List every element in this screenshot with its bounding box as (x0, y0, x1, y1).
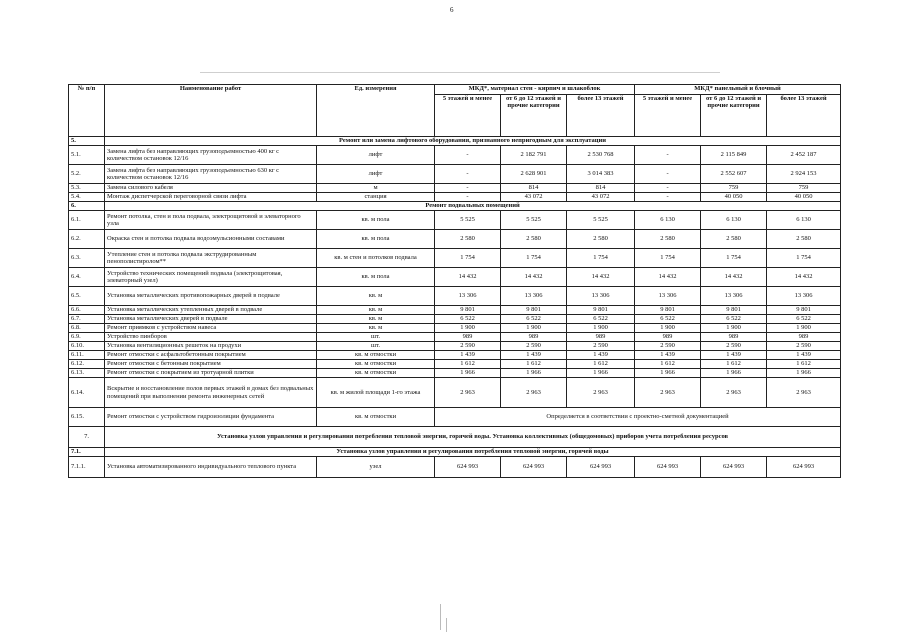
row-value: 989 (435, 333, 501, 342)
row-value: 43 072 (501, 193, 567, 202)
row-unit: кв. м пола (317, 230, 435, 249)
row-value: 6 522 (567, 315, 635, 324)
row-unit: лифт (317, 165, 435, 184)
row-value: 989 (567, 333, 635, 342)
subheader-col: более 13 этажей (767, 95, 841, 137)
scan-artifact-line (440, 604, 441, 630)
section-title: Ремонт или замена лифтового оборудования, признанного непригодным для эксплуатации (105, 137, 841, 146)
row-value: 759 (767, 184, 841, 193)
table-row (69, 230, 841, 249)
row-name: Ремонт отмостки с устройством гидроизоляции фундамента (105, 408, 317, 427)
row-value: 1 754 (501, 249, 567, 268)
row-name: Окраска стен и потолка подвала водоэмульсионными составами (105, 230, 317, 249)
row-number: 7.1.1. (69, 457, 105, 478)
section-number: 7.1. (69, 448, 105, 457)
row-number: 6.3. (69, 249, 105, 268)
subheader-col: 5 этажей и менее (635, 95, 701, 137)
table-row (69, 146, 841, 165)
row-value: 624 993 (435, 457, 501, 478)
scan-artifact-line (446, 618, 447, 632)
row-value: 3 014 383 (567, 165, 635, 184)
row-value: 14 432 (501, 268, 567, 287)
row-number: 6.4. (69, 268, 105, 287)
table-row (69, 315, 841, 324)
row-value: 5 525 (435, 211, 501, 230)
table-row (69, 184, 841, 193)
table-row (69, 211, 841, 230)
row-unit: м (317, 184, 435, 193)
section-title: Установка узлов управления и регулирования потребления тепловой энергии, горячей воды (105, 448, 841, 457)
row-value: 1 966 (767, 369, 841, 378)
row-value: - (635, 184, 701, 193)
row-value: - (635, 146, 701, 165)
table-row (69, 342, 841, 351)
row-value: 1 612 (435, 360, 501, 369)
row-name: Утепление стен и потолка подвала экструдированным пенополистиролом** (105, 249, 317, 268)
row-number: 5.1. (69, 146, 105, 165)
row-value: 1 439 (701, 351, 767, 360)
row-number: 6.2. (69, 230, 105, 249)
row-value: 2 590 (767, 342, 841, 351)
row-value: 6 522 (501, 315, 567, 324)
row-value: - (435, 165, 501, 184)
table-row (69, 324, 841, 333)
row-number: 6.6. (69, 306, 105, 315)
row-value: 6 130 (701, 211, 767, 230)
row-value: 624 993 (635, 457, 701, 478)
row-value: 2 580 (767, 230, 841, 249)
row-number: 5.3. (69, 184, 105, 193)
row-value: 1 612 (767, 360, 841, 369)
row-name: Установка автоматизированного индивидуального теплового пункта (105, 457, 317, 478)
row-value: 6 522 (701, 315, 767, 324)
row-name: Ремонт потолка, стен и пола подвала, электрощитовой и элеваторного узла (105, 211, 317, 230)
table-row (69, 249, 841, 268)
row-value: 1 900 (767, 324, 841, 333)
table-row (69, 333, 841, 342)
row-value: 5 525 (567, 211, 635, 230)
table-row (69, 351, 841, 360)
row-unit: шт. (317, 342, 435, 351)
table-row (69, 268, 841, 287)
row-value: 2 580 (701, 230, 767, 249)
row-value: 2 590 (567, 342, 635, 351)
row-unit: лифт (317, 146, 435, 165)
row-value: 624 993 (701, 457, 767, 478)
row-value: 814 (567, 184, 635, 193)
table-row (69, 378, 841, 408)
row-value: - (435, 193, 501, 202)
header-num: № п/п (69, 85, 105, 137)
row-value: 1 966 (501, 369, 567, 378)
table-row (69, 360, 841, 369)
row-number: 6.15. (69, 408, 105, 427)
row-value: 1 966 (635, 369, 701, 378)
header-group-panel: МКД* панельный и блочный (635, 85, 841, 95)
row-unit: кв. м (317, 306, 435, 315)
row-value: 1 754 (567, 249, 635, 268)
row-value: - (435, 146, 501, 165)
row-value: 1 439 (501, 351, 567, 360)
header-unit: Ед. измерения (317, 85, 435, 137)
row-value: 13 306 (567, 287, 635, 306)
row-name: Замена лифта без направляющих грузоподъемностью 400 кг с количеством остановок 12/16 (105, 146, 317, 165)
row-name: Установка вентиляционных решеток на продухи (105, 342, 317, 351)
header-group-brick: МКД*, материал стен - кирпич и шлакоблок (435, 85, 635, 95)
row-number: 6.5. (69, 287, 105, 306)
row-name: Установка металлических противопожарных дверей в подвале (105, 287, 317, 306)
section-title: Ремонт подвальных помещений (105, 202, 841, 211)
row-unit: кв. м пола (317, 211, 435, 230)
section-number: 5. (69, 137, 105, 146)
row-value: 6 522 (435, 315, 501, 324)
row-value: 2 590 (635, 342, 701, 351)
row-value: 14 432 (567, 268, 635, 287)
row-value: 759 (701, 184, 767, 193)
row-value: 14 432 (435, 268, 501, 287)
row-name: Установка металлических дверей в подвале (105, 315, 317, 324)
row-value: 6 130 (767, 211, 841, 230)
row-value: 5 525 (501, 211, 567, 230)
row-value: 1 612 (635, 360, 701, 369)
row-value: 989 (501, 333, 567, 342)
section-number: 6. (69, 202, 105, 211)
row-value: 1 439 (767, 351, 841, 360)
row-unit: кв. м (317, 324, 435, 333)
row-number: 6.7. (69, 315, 105, 324)
row-value: 2 452 187 (767, 146, 841, 165)
row-number: 6.12. (69, 360, 105, 369)
row-value: 624 993 (501, 457, 567, 478)
row-unit: кв. м (317, 287, 435, 306)
row-value: 2 924 153 (767, 165, 841, 184)
row-unit: кв. м пола (317, 268, 435, 287)
row-value: 1 754 (767, 249, 841, 268)
table-row (69, 369, 841, 378)
row-value: 2 590 (435, 342, 501, 351)
row-value: 1 900 (635, 324, 701, 333)
row-value: 1 612 (501, 360, 567, 369)
subheader-col: от 6 до 12 этажей и прочие категории (501, 95, 567, 137)
row-value: 2 580 (567, 230, 635, 249)
table-row (69, 457, 841, 478)
row-value: 1 754 (435, 249, 501, 268)
row-value: 1 900 (701, 324, 767, 333)
row-value: 1 754 (635, 249, 701, 268)
row-value: 624 993 (767, 457, 841, 478)
row-value: 624 993 (567, 457, 635, 478)
row-unit: кв. м отмостки (317, 351, 435, 360)
row-value: 14 432 (701, 268, 767, 287)
row-number: 5.2. (69, 165, 105, 184)
row-value: 2 580 (501, 230, 567, 249)
row-value: 814 (501, 184, 567, 193)
row-unit: кв. м (317, 315, 435, 324)
row-name: Вскрытие и восстановление полов первых этажей в домах без подвальных помещений при выполнении ремонта инженерных сетей (105, 378, 317, 408)
row-value: 1 439 (635, 351, 701, 360)
header-name: Наименование работ (105, 85, 317, 137)
subheader-col: от 6 до 12 этажей и прочие категории (701, 95, 767, 137)
row-value: 989 (635, 333, 701, 342)
row-value: 43 072 (567, 193, 635, 202)
row-unit: кв. м жилой площади 1-го этажа (317, 378, 435, 408)
row-value: 13 306 (635, 287, 701, 306)
row-value: - (635, 165, 701, 184)
row-value: 1 900 (567, 324, 635, 333)
row-value: 6 522 (635, 315, 701, 324)
row-name: Устройство пинборов (105, 333, 317, 342)
row-value: 1 754 (701, 249, 767, 268)
row-value: 9 801 (567, 306, 635, 315)
table-row (69, 287, 841, 306)
row-value: 989 (701, 333, 767, 342)
row-value: 2 530 768 (567, 146, 635, 165)
row-value: 2 580 (635, 230, 701, 249)
row-value: 1 612 (567, 360, 635, 369)
table-row (69, 306, 841, 315)
row-unit: кв. м отмостки (317, 369, 435, 378)
row-number: 6.10. (69, 342, 105, 351)
row-value: - (435, 184, 501, 193)
row-value: 14 432 (767, 268, 841, 287)
row-value: 9 801 (435, 306, 501, 315)
row-number: 6.14. (69, 378, 105, 408)
row-unit: кв. м отмостки (317, 408, 435, 427)
row-value: 2 963 (435, 378, 501, 408)
row-value: 2 963 (567, 378, 635, 408)
table-row (69, 165, 841, 184)
row-value: 2 590 (701, 342, 767, 351)
row-value: 9 801 (635, 306, 701, 315)
row-value: 1 439 (435, 351, 501, 360)
row-value: 1 966 (701, 369, 767, 378)
row-number: 5.4. (69, 193, 105, 202)
row-value: 1 439 (567, 351, 635, 360)
row-value: 13 306 (767, 287, 841, 306)
scan-shadow-line (200, 72, 720, 73)
row-value: 989 (767, 333, 841, 342)
row-value: 1 966 (567, 369, 635, 378)
row-unit: шт. (317, 333, 435, 342)
row-value: 13 306 (435, 287, 501, 306)
subheader-col: более 13 этажей (567, 95, 635, 137)
row-value: 6 130 (635, 211, 701, 230)
subheader-col: 5 этажей и менее (435, 95, 501, 137)
row-value: 1 612 (701, 360, 767, 369)
row-value: - (635, 193, 701, 202)
row-value: 9 801 (767, 306, 841, 315)
row-number: 6.9. (69, 333, 105, 342)
row-name: Ремонт отмостки с бетонным покрытием (105, 360, 317, 369)
row-number: 6.1. (69, 211, 105, 230)
row-name: Ремонт отмостки с асфальтобетонным покрытием (105, 351, 317, 360)
row-value: 2 552 607 (701, 165, 767, 184)
row-name: Монтаж диспетчерской переговорной связи лифта (105, 193, 317, 202)
row-number: 6.8. (69, 324, 105, 333)
row-value: 6 522 (767, 315, 841, 324)
merged-note: Определяется в соответствии с проектно-сметной документацией (435, 408, 841, 427)
row-value: 40 050 (767, 193, 841, 202)
row-value: 9 801 (501, 306, 567, 315)
row-value: 13 306 (701, 287, 767, 306)
row-value: 9 801 (701, 306, 767, 315)
row-name: Замена силового кабеля (105, 184, 317, 193)
price-table (68, 84, 841, 478)
row-unit: узел (317, 457, 435, 478)
row-name: Замена лифта без направляющих грузоподъемностью 630 кг с количеством остановок 12/16 (105, 165, 317, 184)
row-value: 2 590 (501, 342, 567, 351)
row-value: 2 963 (701, 378, 767, 408)
section-title: Установка узлов управления и регулирования потребления тепловой энергии, горячей воды. Установка коллективных (общедомовых) приборов учета потребления ресурсов (105, 427, 841, 448)
row-value: 2 963 (501, 378, 567, 408)
row-value: 14 432 (635, 268, 701, 287)
row-number: 6.13. (69, 369, 105, 378)
row-unit: кв. м стен и потолков подвала (317, 249, 435, 268)
table-row (69, 193, 841, 202)
row-number: 6.11. (69, 351, 105, 360)
row-value: 1 900 (501, 324, 567, 333)
row-value: 2 963 (635, 378, 701, 408)
row-value: 2 182 791 (501, 146, 567, 165)
table-row (69, 408, 841, 427)
row-name: Ремонт приямков с устройством навеса (105, 324, 317, 333)
row-name: Устройство технических помещений подвала (электрощитовая, элеваторный узел) (105, 268, 317, 287)
row-value: 2 628 901 (501, 165, 567, 184)
row-value: 1 966 (435, 369, 501, 378)
row-value: 2 963 (767, 378, 841, 408)
row-value: 1 900 (435, 324, 501, 333)
row-value: 40 050 (701, 193, 767, 202)
row-unit: кв. м отмостки (317, 360, 435, 369)
section-number: 7. (69, 427, 105, 448)
page-number: 6 (450, 6, 454, 14)
row-name: Установка металлических утепленных дверей в подвале (105, 306, 317, 315)
row-value: 13 306 (501, 287, 567, 306)
row-value: 2 115 849 (701, 146, 767, 165)
row-value: 2 580 (435, 230, 501, 249)
row-unit: станция (317, 193, 435, 202)
row-name: Ремонт отмостки с покрытием из тротуарной плитки (105, 369, 317, 378)
